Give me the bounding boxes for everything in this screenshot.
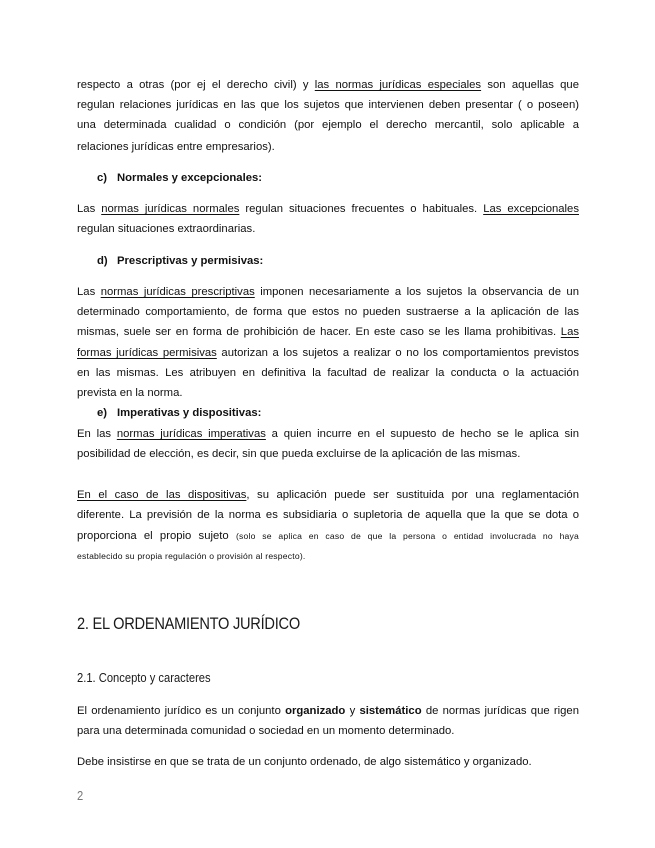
- page-number: 2: [77, 788, 84, 803]
- paragraph-dispositivas-line-2: diferente. La previsión de la norma es subsidiaria o supletoria de aquella que la que se dota o: [77, 509, 579, 521]
- heading-prescriptivas: [97, 251, 263, 271]
- text-run: Las: [77, 203, 102, 215]
- underlined-term: normas jurídicas prescriptivas: [100, 286, 255, 298]
- underlined-term: Las: [560, 326, 579, 338]
- text-run: Las: [77, 286, 101, 298]
- heading-marker: c): [97, 172, 108, 184]
- text-run: imponen necesariamente a los sujetos la observancia de un: [254, 286, 579, 298]
- paragraph-normales-line-1: [77, 199, 579, 219]
- bold-term: sistemático: [359, 705, 422, 717]
- heading-text: Imperativas y dispositivas:: [117, 407, 262, 419]
- paragraph-normales-line-2: regulan situaciones extraordinarias.: [77, 223, 256, 235]
- underlined-term: normas jurídicas imperativas: [116, 428, 266, 440]
- text-run: regulan situaciones frecuentes o habituales.: [239, 203, 484, 215]
- paragraph-dispositivas-line-1: [77, 485, 579, 505]
- paragraph-especiales-line-3: una determinada cualidad o condición (por ejemplo el derecho mercantil, solo aplicable a: [77, 119, 579, 131]
- heading-normales: [97, 168, 262, 188]
- text-run: son aquellas que: [481, 79, 579, 91]
- heading-marker: d): [97, 255, 108, 267]
- text-run: autorizan a los sujetos a realizar o no los comportamientos previstos: [216, 347, 579, 359]
- paragraph-ordenamiento-line-1: [77, 701, 579, 721]
- paragraph-especiales-line-4: relaciones jurídicas entre empresarios).: [77, 141, 275, 153]
- heading-text: Normales y excepcionales:: [117, 172, 263, 184]
- paragraph-dispositivas-line-3: [77, 526, 579, 546]
- underlined-term: las normas jurídicas especiales: [314, 79, 482, 91]
- heading-imperativas: [97, 403, 261, 423]
- paragraph-prescriptivas-line-4: [77, 343, 579, 363]
- paragraph-prescriptivas-line-1: [77, 282, 579, 302]
- subsection-title: 2.1. Concepto y caracteres: [77, 670, 211, 685]
- text-run: a quien incurre en el supuesto de hecho se le aplica sin: [265, 428, 579, 440]
- bold-term: organizado: [285, 705, 346, 717]
- heading-text: Prescriptivas y permisivas:: [117, 255, 264, 267]
- underlined-term: Las excepcionales: [483, 203, 579, 215]
- paragraph-prescriptivas-line-5: en las mismas. Les atribuyen en definitiva la facultad de realizar la conducta o la actuación: [77, 367, 579, 379]
- paragraph-prescriptivas-line-2: determinado comportamiento, de forma que estos no pueden sustraerse a la aplicación de las: [77, 306, 579, 318]
- text-run: mismas, suele ser en forma de prohibición de hacer. En este caso se les llama prohibitivas.: [77, 326, 561, 338]
- text-run: En las: [77, 428, 117, 440]
- text-run: respecto a otras (por ej el derecho civil) y: [77, 79, 315, 91]
- underlined-term: normas jurídicas normales: [101, 203, 240, 215]
- paragraph-imperativas-line-1: [77, 424, 579, 444]
- text-run: de normas jurídicas que rigen: [421, 705, 579, 717]
- text-run: proporciona el propio sujeto: [77, 530, 236, 542]
- text-run: El ordenamiento jurídico es un conjunto: [77, 705, 286, 717]
- text-run: , su aplicación puede ser sustituida por una reglamentación: [246, 489, 579, 501]
- underlined-term: En el caso de las dispositivas: [77, 489, 247, 501]
- paragraph-prescriptivas-line-6: prevista en la norma.: [77, 387, 183, 399]
- paragraph-prescriptivas-line-3: [77, 322, 579, 342]
- section-title: 2. EL ORDENAMIENTO JURÍDICO: [77, 614, 300, 633]
- paragraph-especiales-line-1: [77, 75, 579, 95]
- underlined-term: formas jurídicas permisivas: [77, 347, 217, 359]
- small-note: (solo se aplica en caso de que la persona o entidad involucrada no haya: [235, 531, 579, 541]
- paragraph-dispositivas-line-4: establecido su propia regulación o provisión al respecto).: [77, 551, 306, 561]
- paragraph-especiales-line-2: regulan relaciones jurídicas en las que los sujetos que intervienen deben presentar ( o poseen): [77, 99, 579, 111]
- paragraph-imperativas-line-2: posibilidad de elección, es decir, sin que pueda excluirse de la aplicación de las mismas.: [77, 448, 521, 460]
- paragraph-ordenamiento-line-2: para una determinada comunidad o sociedad en un momento determinado.: [77, 725, 455, 737]
- paragraph-insistir-line-1: Debe insistirse en que se trata de un conjunto ordenado, de algo sistemático y organizado.: [77, 756, 532, 768]
- heading-marker: e): [97, 407, 108, 419]
- text-run: y: [345, 705, 360, 717]
